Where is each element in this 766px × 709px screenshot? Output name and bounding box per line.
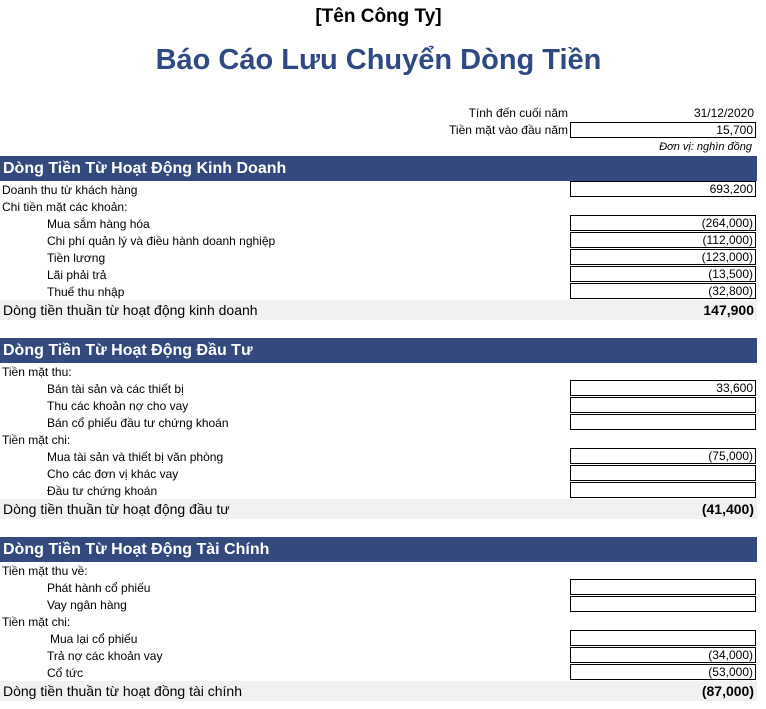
opening-cash-label: Tiền mặt vào đầu năm: [449, 123, 568, 137]
period-value[interactable]: 31/12/2020: [693, 106, 754, 120]
revenue-label: Doanh thu từ khách hàng: [2, 183, 138, 197]
period-row: [0, 106, 766, 122]
investing-receipt-value[interactable]: [570, 397, 756, 413]
investing-receipt-label: Thu các khoản nợ cho vay: [47, 399, 189, 413]
operating-total-row: [0, 300, 757, 320]
operating-heading: Dòng Tiền Từ Hoạt Động Kinh Doanh: [0, 156, 757, 181]
investing-receipt-label: Bán tài sản và các thiết bị: [47, 382, 184, 396]
investing-receipt-value[interactable]: [570, 414, 756, 430]
operating-item-value[interactable]: (123,000): [570, 249, 756, 265]
investing-receipt-label: Bán cổ phiếu đầu tư chứng khoán: [47, 416, 229, 430]
revenue-value[interactable]: 693,200: [570, 181, 756, 197]
investing-total-row: [0, 499, 757, 519]
operating-item-label: Lãi phải trả: [47, 268, 107, 282]
operating-total-label: Dòng tiền thuần từ hoạt động kinh doanh: [3, 302, 258, 318]
financing-receipts-label: Tiền mặt thu về:: [2, 564, 88, 578]
financing-receipt-value[interactable]: [570, 596, 756, 612]
financing-payment-label: Trả nợ các khoản vay: [47, 649, 163, 663]
investing-payment-value[interactable]: [570, 482, 756, 498]
financing-payments-label: Tiền mặt chi:: [2, 615, 71, 629]
financing-payment-value[interactable]: (34,000): [570, 647, 756, 663]
investing-payment-value[interactable]: [570, 465, 756, 481]
investing-total-value: (41,400): [701, 501, 754, 517]
financing-payment-value[interactable]: (53,000): [570, 664, 756, 680]
financing-total-label: Dòng tiền thuần từ hoạt đồng tài chính: [3, 683, 242, 699]
operating-item-label: Tiền lương: [47, 251, 106, 265]
investing-payments-label: Tiền mặt chi:: [2, 433, 71, 447]
financing-receipt-label: Vay ngân hàng: [47, 598, 127, 612]
operating-item-value[interactable]: (112,000): [570, 232, 756, 248]
opening-cash-row: [0, 122, 766, 138]
investing-payment-label: Đầu tư chứng khoán: [47, 484, 158, 498]
financing-total-row: [0, 681, 757, 701]
operating-item-value[interactable]: (13,500): [570, 266, 756, 282]
investing-payment-label: Mua tài sản và thiết bị văn phòng: [47, 450, 224, 464]
financing-payment-label: Cổ tức: [47, 666, 84, 680]
financing-heading: Dòng Tiền Từ Hoạt Động Tài Chính: [0, 537, 757, 562]
investing-total-label: Dòng tiền thuần từ hoạt động đầu tư: [3, 501, 230, 517]
investing-payment-value[interactable]: (75,000): [570, 448, 756, 464]
financing-receipt-label: Phát hành cổ phiếu: [47, 581, 151, 595]
investing-receipt-value[interactable]: 33,600: [570, 380, 756, 396]
financing-total-value: (87,000): [701, 683, 754, 699]
report-title: Báo Cáo Lưu Chuyển Dòng Tiền: [155, 44, 602, 76]
financing-payment-value[interactable]: [570, 630, 756, 646]
operating-item-value[interactable]: (32,800): [570, 283, 756, 299]
investing-payment-label: Cho các đơn vị khác vay: [47, 467, 179, 481]
investing-receipts-label: Tiền mặt thu:: [2, 365, 72, 379]
operating-total-value: 147,900: [703, 302, 754, 318]
investing-heading: Dòng Tiền Từ Hoạt Động Đầu Tư: [0, 338, 757, 363]
operating-payments-label: Chi tiền mặt các khoản:: [2, 200, 128, 214]
period-label: Tính đến cuối năm: [468, 106, 568, 120]
operating-item-label: Mua sắm hàng hóa: [47, 217, 150, 231]
operating-item-label: Thuế thu nhập: [47, 285, 125, 299]
opening-cash-value[interactable]: 15,700: [570, 122, 756, 138]
company-name: [Tên Công Ty]: [315, 6, 442, 27]
financing-payment-label: Mua lại cổ phiếu: [50, 632, 138, 646]
financing-receipt-value[interactable]: [570, 579, 756, 595]
unit-note: Đơn vị: nghìn đồng: [659, 141, 752, 153]
operating-item-label: Chi phí quản lý và điều hành doanh nghiệp: [47, 234, 276, 248]
operating-item-value[interactable]: (264,000): [570, 215, 756, 231]
